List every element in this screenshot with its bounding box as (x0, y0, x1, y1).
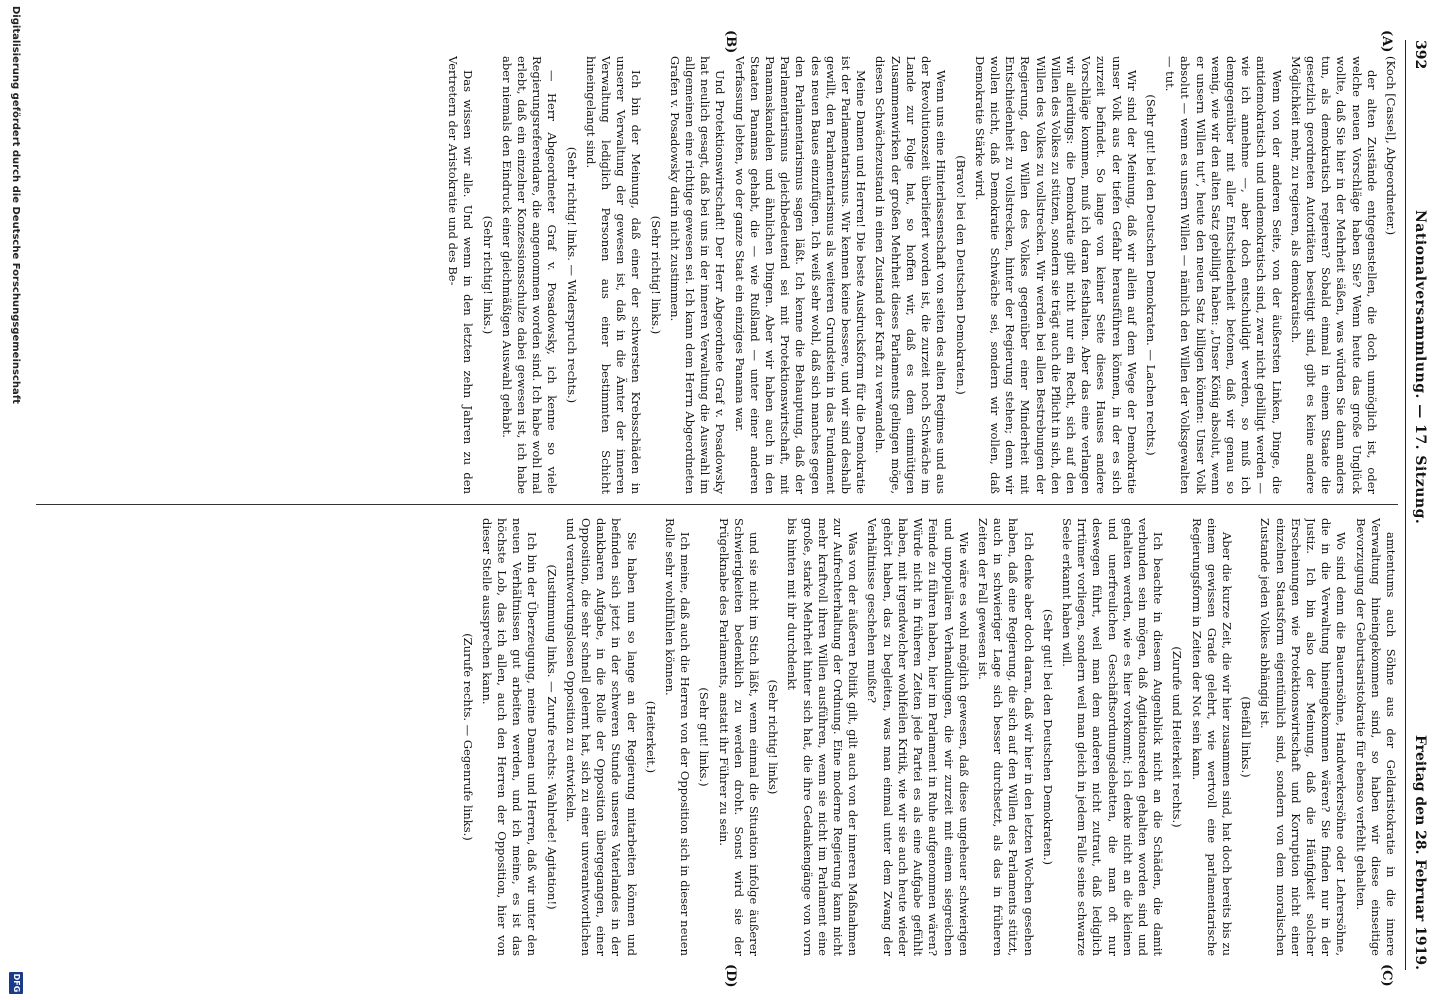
interjection: (Zustimmung links. — Zurufe rechts: Wahlrede! Agitation!) (544, 564, 559, 910)
interjection: (Beifall links.) (1239, 696, 1254, 778)
paragraph: Ich beachte in diesem Augenblick nicht an die Schäden, die damit verbunden sein mögen, daß Agitationsreden gehalten worden sind und gehalten werden, wie es hier vorkommt; ich denke nicht an die kleinen und unerfreulichen Geschäftsordnungsdebatten, die man oft nur deswegen führt, weil man dem anderen nicht zutraut, daß lediglich Irrtümer vorliegen, sondern weil man gleich in jedem Falle seine schwarze Seele erkannt haben will. (1059, 518, 1166, 956)
interjection: (Bravo! bei den Deutschen Demokraten.) (953, 155, 968, 395)
paragraph: Wenn von der anderen Seite, von der äußersten Linken, Dinge, die antidemokratisch und undemokratisch sind, zwar nicht gebilligt werden — wie ich annehme —, aber doch entschuldigt werden, so muß ich demgegenüber mit aller Entschiedenheit betonen, daß wir genau so wenig, wie wir den alten Satz gebilligt haben: „Unser König absolut, wenn er unsern Willen tut“, heute den neuen Satz billigen können: Unser Volk absolut — wenn es unsern Willen — nämlich den Willen der Volksgewalten — tut. (1163, 56, 1284, 494)
margin-marker-c: (C) (1379, 964, 1394, 987)
paragraph: Ich meine, daß auch die Herren von der Opposition sich in dieser neuen Rolle sehr wohlfühlen können. (663, 518, 693, 956)
paragraph: Wenn uns eine Hinterlassenschaft von seiten des alten Regimes und aus der Revolutionszeit überliefert worden ist, die zurzeit noch Schwäche im Lande zur Folge hat, so hoffen wir, daß es dem einmütigen Zusammenwirken der großen Mehrheit dieses Parlaments gelingen möge, diesen Schwächezustand in einen Zustand der Kraft zu verwandeln. (873, 56, 949, 494)
interjection: (Sehr gut! bei den Deutschen Demokraten. — Lachen rechts.) (1143, 94, 1158, 456)
right-column (36, 518, 1398, 956)
paragraph: Ich bin der Überzeugung, meine Damen und Herren, daß wir unter den neuen Verhältnissen gut arbeiten werden, und ich meine, es ist das höchste Lob, das ich allen, auch den Herren der Opposition, hier von dieser Stelle aussprechen kann. (479, 518, 540, 956)
page-footer (3, 0, 25, 1000)
column-divider (36, 504, 1398, 505)
speaker-line: (Koch [Cassel], Abgeordneter.) (1384, 56, 1398, 236)
paragraph: Wir sind der Meinung, daß wir allein auf dem Wege der Demokratie unser Volk aus der tiefen Gefahr herausführen können, in der es sich zurzeit befindet. So lange von keiner Seite dieses Hauses andere Vorschläge kommen, muß ich daran festhalten. Aber das eine verlangen wir allerdings: die Demokratie gibt nicht nur ein Recht, sich auf den Willen des Volkes zu stützen, sondern sie trägt auch die Pflicht in sich, den Willen des Volkes zu vollstrecken. Wir werden bei allen Bestrebungen der Regierung, den Willen des Volkes gegenüber einer Minderheit mit Entschiedenheit zu vollstrecken, hinter der Regierung stehen; denn wir wollen nicht, daß Demokratie Schwäche sei, sondern wir wollen, daß Demokratie Stärke wird. (972, 56, 1139, 494)
interjection: (Sehr gut! links.) (697, 687, 712, 787)
page-number: 392 (1412, 40, 1428, 70)
paragraph: Was von der äußeren Politik gilt, gilt auch von der inneren Maßnahmen zur Aufrechterhaltung der Ordnung. Eine moderne Regierung kann nicht mehr kraftvoll ihren Willen ausführen, wenn sie nicht im Parlament eine große, starke Mehrheit hinter sich hat, die ihre Gedankengänge von vorn bis hinten mit ihr durchdenkt (785, 518, 861, 956)
margin-marker-b: (B) (723, 30, 738, 54)
header-rule (1405, 40, 1406, 970)
paragraph: Das wissen wir alle. Und wenn in den letzten zehn Jahren zu den Vertretern der Aristokratie und des Be- (446, 56, 476, 494)
paragraph: Meine Damen und Herren! Die beste Ausdrucksform für die Demokratie ist der Parlamentarismus. Wir kennen keine bessere, und wir sind deshalb gewillt, den Parlamentarismus als weiteren Grundstein in das Fundament des neuen Baues einzufügen. Ich weiß sehr wohl, daß sich manches gegen den Parlamentarismus sagen läßt. Ich kenne die Behauptung, daß der Parlamentarismus gleichbedeutend sei mit Protektionswirtschaft, mit Panamaskandalen und ähnlichen Dingen. Aber wir haben auch in den Staaten Panamas gehabt, die — wie Rußland — unter einer anderen Verfassung lebten, wo der ganze Staat ein einziges Panama war. (732, 56, 869, 494)
running-title: Nationalversammlung. — 17. Sitzung. (1412, 210, 1428, 525)
interjection: (Sehr richtig! links.) (480, 215, 495, 335)
session-date: Freitag den 28. Februar 1919. (1412, 734, 1428, 970)
paragraph: — Herr Abgeordneter Graf v. Posadowsky, ich kenne so viele Regierungsreferendare, die angenommen worden sind. Ich habe wohl mal erlebt, daß ein einzelner Konzessionsschulze dabei gewesen ist, ich habe aber niemals den Eindruck einer gleichmäßigen Auswahl gehabt. (499, 56, 560, 494)
interjection: (Sehr richtig! links. — Widerspruch rechts.) (564, 146, 579, 404)
paragraph: Ich bin der Meinung, daß einer der schwersten Krebsschäden in unserer Verwaltung der gewesen ist, daß in die Ämter der inneren Verwaltung lediglich Personen aus einer bestimmten Schicht hineingelangt sind. (583, 56, 644, 494)
interjection: (Zurufe rechts. — Gegenrufe links.) (460, 633, 475, 841)
left-column (36, 56, 1398, 494)
paragraph: Sie haben nun so lange an der Regierung mitarbeiten können und befinden sich jetzt in der schweren Stunde unseres Vaterlandes in der dankbaren Aufgabe, in die Rolle der Opposition übergegangen, einer Opposition, die sehr schnell gelernt hat, sich zu einer unverantwortlichen und verantwortungslosen Opposition zu entwickeln. (563, 518, 639, 956)
interjection: (Sehr richtig! links) (766, 679, 781, 795)
paragraph: amtentums auch Söhne aus der Geldaristokratie in die innere Verwaltung hineingekommen sind, so haben wir diese einseitige Bevorzugung der Geburtsaristokratie für ebenso verfehlt gehalten. (1353, 518, 1398, 956)
margin-marker-d: (D) (723, 964, 738, 988)
paragraph: und sie nicht im Stich läßt, wenn einmal die Situation infolge äußerer Schwierigkeiten bedenklich zu werden droht. Sonst wird sie der Prügelknabe des Parlaments, anstatt ihr Führer zu sein. (716, 518, 762, 956)
margin-marker-a: (A) (1379, 30, 1394, 53)
digitization-credit: Digitalisierung gefördert durch die Deutsche Forschungsgemeinschaft (10, 6, 21, 404)
interjection: (Zurufe und Heiterkeit rechts.) (1170, 646, 1185, 828)
page-header (1406, 40, 1430, 970)
paragraph: Wo sind denn die Bauernsöhne, Handwerkersöhne oder Lehrersöhne, die in die Verwaltung hineingekommen wären? Sie finden nur in der Justiz. Ich bin also der Meinung, daß die Häufigkeit solcher Erscheinungen wie Protektionswirtschaft und Korruption nicht einer einzelnen Staatsform eigentümlich sind, sondern von dem moralischen Zustande jeden Volkes abhängig ist. (1258, 518, 1349, 956)
paragraph: Wie wäre es wohl möglich gewesen, daß diese ungeheuer schwierigen und unpopulären Verhandlungen, die wir zurzeit mit einem siegreichen Feinde zu führen haben, hier im Parlament in Ruhe aufgenommen wären? Würde nicht in früheren Zeiten jede Partei es als eine Aufgabe gefühlt haben, mit irgendwelcher wohlfeilen Kritik, wie wir sie auch heute wieder gehört haben, das zu begleiten, was man einmal unter dem Zwang der Verhältnisse geschehen mußte? (865, 518, 971, 956)
paragraph: Und Protektionswirtschaft! Der Herr Abgeordnete Graf v. Posadowsky hat neulich gesagt, daß bei uns in der inneren Verwaltung die Auswahl im allgemeinen eine richtige gewesen sei. Ich kann dem Herrn Abgeordneten Grafen v. Posadowsky darin nicht zustimmen. (667, 56, 728, 494)
interjection: (Sehr gut! bei den Deutschen Demokraten.) (1040, 609, 1055, 865)
interjection: (Heiterkeit.) (643, 700, 658, 774)
paragraph: Ich denke aber doch daran, daß wir hier in den letzten Wochen gesehen haben, daß eine Regierung, die sich auf den Willen des Parlaments stützt, auch in schwieriger Lage sich besser durchsetzt, als das in früheren Zeiten der Fall gewesen ist. (975, 518, 1036, 956)
paragraph: der alten Zustände entgegenstellen, die doch unmöglich ist, oder welche neuen Vorschläge haben Sie? Wenn heute das große Unglück wollte, daß Sie hier in der Mehrheit säßen, was würden Sie dann anders tun, als demokratisch regieren? Sobald einmal in einem Staate die gesetzlich geordneten Autoritäten beseitigt sind, gibt es keine andere Möglichkeit mehr, zu regieren, als demokratisch. (1288, 56, 1379, 494)
paragraph: Aber die kurze Zeit, die wir hier zusammen sind, hat doch bereits bis zu einem gewissen Grade gelehrt, wie wertvoll eine parlamentarische Regierungsform in Zeiten der Not sein kann. (1189, 518, 1234, 956)
dfg-logo: DFG (9, 972, 23, 994)
interjection: (Sehr richtig! links.) (648, 215, 663, 335)
